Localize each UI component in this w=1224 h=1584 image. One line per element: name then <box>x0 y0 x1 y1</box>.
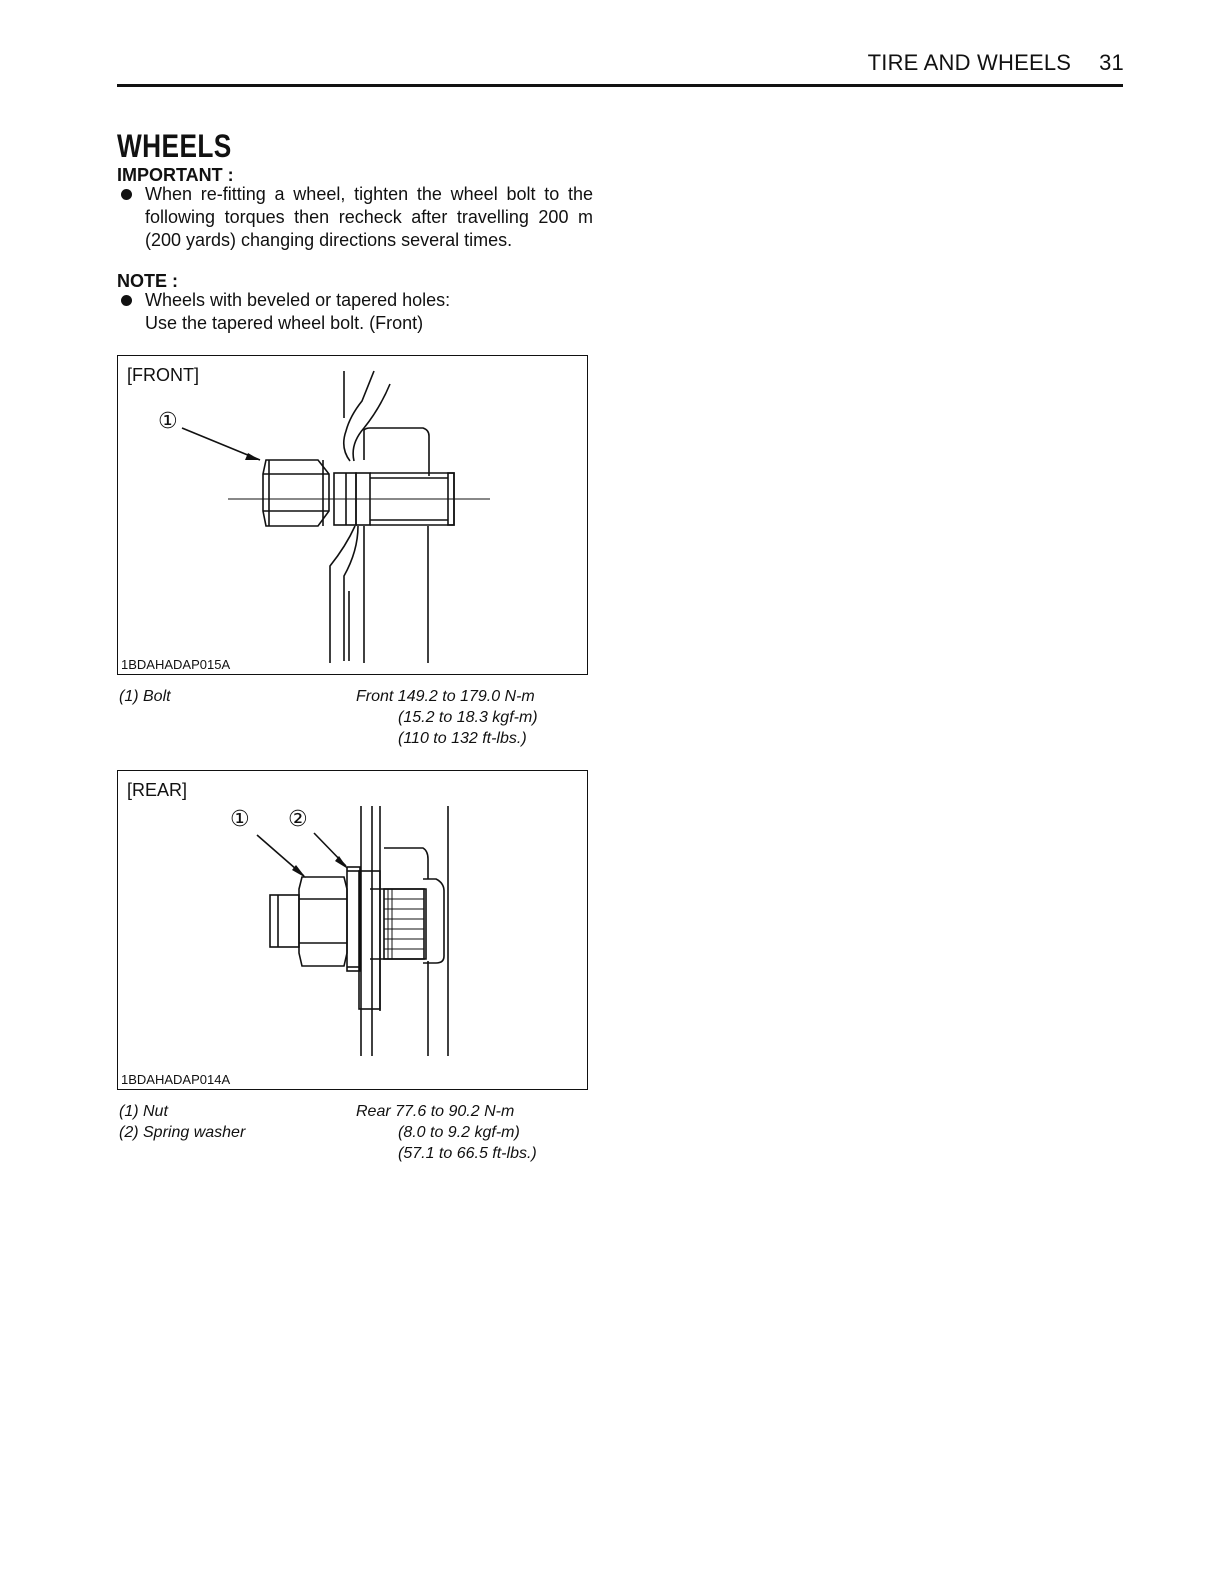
header-rule <box>117 84 1123 87</box>
front-torque-kgfm: (15.2 to 18.3 kgf-m) <box>398 709 538 726</box>
figure-front-label: [FRONT] <box>127 365 199 385</box>
front-torque-ftlbs: (110 to 132 ft-lbs.) <box>398 730 527 747</box>
front-legend-bolt: (1) Bolt <box>119 688 171 705</box>
front-torque-nm: Front 149.2 to 179.0 N-m <box>356 688 535 705</box>
note-label: NOTE : <box>117 271 178 291</box>
figure-rear <box>117 770 588 1090</box>
rear-torque-kgfm: (8.0 to 9.2 kgf-m) <box>398 1124 520 1141</box>
section-title: WHEELS <box>117 128 232 164</box>
figure-rear-code: 1BDAHADAP014A <box>121 1072 231 1087</box>
callout-2-icon: ② <box>288 806 308 831</box>
rear-nut-diagram <box>118 771 589 1091</box>
important-bullet <box>117 183 593 252</box>
note-line-1: Wheels with beveled or tapered holes: <box>145 290 451 310</box>
note-line-2: Use the tapered wheel bolt. (Front) <box>145 313 424 333</box>
rear-torque-nm: Rear 77.6 to 90.2 N-m <box>356 1103 515 1120</box>
rear-torque-ftlbs: (57.1 to 66.5 ft-lbs.) <box>398 1145 537 1162</box>
rear-legend-nut: (1) Nut <box>119 1103 168 1120</box>
note-bullet <box>117 289 593 335</box>
running-header <box>868 50 1124 76</box>
bullet-icon <box>121 189 132 200</box>
callout-1-icon: ① <box>230 806 250 831</box>
figure-front <box>117 355 588 675</box>
important-label: IMPORTANT : <box>117 165 234 185</box>
bullet-icon <box>121 295 132 306</box>
page-number: 31 <box>1099 50 1124 75</box>
figure-front-code: 1BDAHADAP015A <box>121 657 231 672</box>
header-section-title: TIRE AND WHEELS <box>867 50 1072 75</box>
callout-1-icon: ① <box>158 408 178 433</box>
important-text: When re-fitting a wheel, tighten the wheel bolt to the following torques then recheck after travelling 200 m (200 yards) changing directions several times. <box>145 184 593 250</box>
rear-legend-spring-washer: (2) Spring washer <box>119 1124 246 1141</box>
front-bolt-diagram <box>118 356 589 676</box>
figure-rear-label: [REAR] <box>127 780 188 800</box>
